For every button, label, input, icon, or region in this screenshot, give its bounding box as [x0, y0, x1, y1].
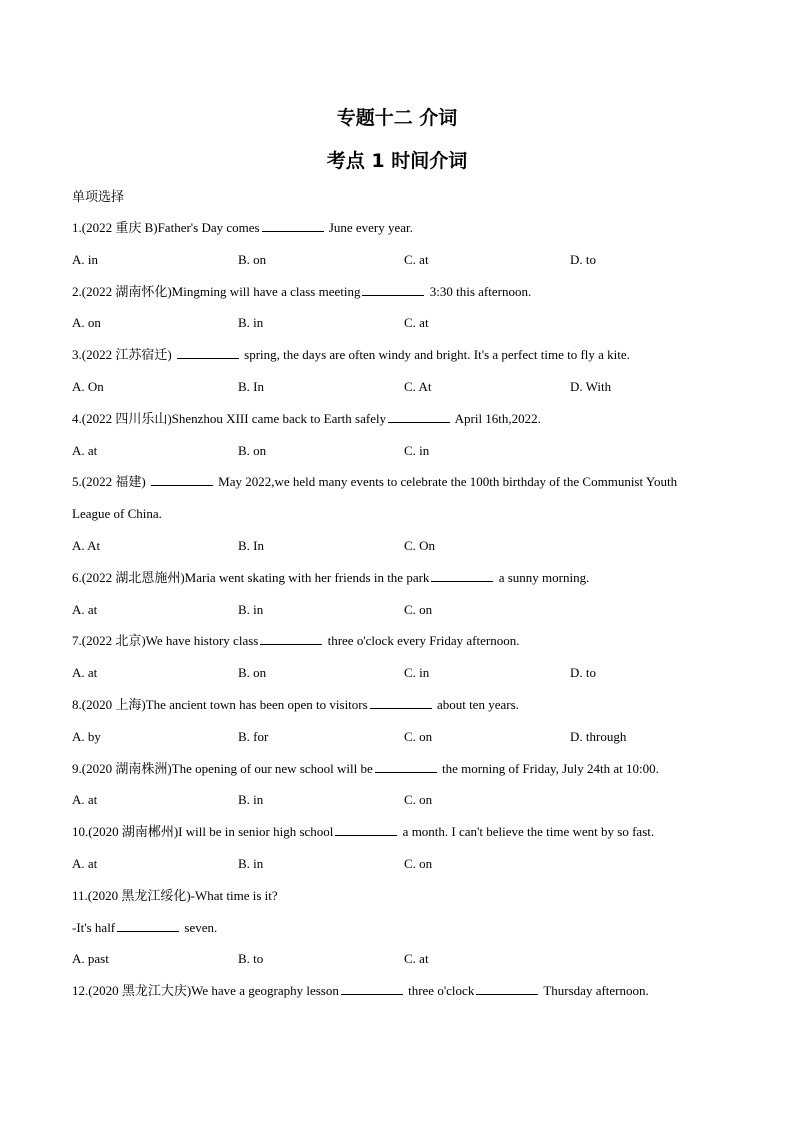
answer-option: B. on: [238, 665, 267, 681]
answer-option: A. at: [72, 792, 98, 808]
dialogue-text: seven.: [181, 919, 218, 935]
question-text: a month. I can't believe the time went by so fast.: [399, 824, 655, 840]
answer-option: A. past: [72, 951, 109, 967]
question-text: 3:30 this afternoon.: [426, 283, 532, 299]
question-text: three o'clock: [404, 983, 475, 999]
answer-option: A. by: [72, 728, 101, 744]
answer-blank: [177, 346, 239, 359]
option-row: [72, 657, 732, 689]
question-text: 3.(2022 江苏宿迁): [72, 347, 175, 363]
answer-option: C. on: [404, 792, 433, 808]
answer-option: C. On: [404, 537, 436, 553]
question-continuation: League of China.: [72, 506, 162, 522]
question-text: April 16th,2022.: [452, 410, 541, 426]
question-stem: [72, 880, 732, 912]
answer-option: C. At: [404, 378, 432, 394]
question-text: 11.(2020 黑龙江绥化)-What time is it?: [72, 887, 278, 903]
answer-option: C. on: [404, 601, 433, 617]
answer-option: A. At: [72, 537, 101, 553]
answer-option: A. at: [72, 601, 98, 617]
answer-option: B. on: [238, 442, 267, 458]
answer-blank: [476, 982, 538, 995]
answer-blank: [431, 569, 493, 582]
answer-blank: [151, 473, 213, 486]
question-text: about ten years.: [433, 696, 519, 712]
question-list: [72, 212, 732, 1007]
question-text: a sunny morning.: [495, 569, 590, 585]
question-stem: [72, 339, 732, 371]
option-row: [72, 594, 732, 626]
answer-blank: [335, 823, 397, 836]
answer-option: C. in: [404, 442, 430, 458]
answer-option: C. in: [404, 665, 430, 681]
answer-blank: [260, 632, 322, 645]
question-stem: [72, 625, 732, 657]
question-text: 2.(2022 湖南怀化)Mingming will have a class meeting: [72, 283, 361, 299]
option-row: [72, 435, 732, 467]
answer-option: A. at: [72, 665, 98, 681]
answer-option: B. in: [238, 601, 264, 617]
answer-blank: [262, 219, 324, 232]
page-title: 专题十二 介词: [336, 107, 458, 129]
dialogue-text: -It's half: [72, 919, 116, 935]
question-text: 4.(2022 四川乐山)Shenzhou XIII came back to Earth safely: [72, 410, 387, 426]
answer-option: A. at: [72, 855, 98, 871]
question-text: spring, the days are often windy and bright. It's a perfect time to fly a kite.: [240, 347, 630, 363]
answer-option: B. to: [238, 951, 264, 967]
answer-blank: [362, 283, 424, 296]
option-row: [72, 848, 732, 880]
answer-option: B. In: [238, 378, 264, 394]
question-stem: [72, 975, 732, 1007]
answer-option: C. at: [404, 951, 429, 967]
answer-option: A. on: [72, 315, 101, 331]
option-row: [72, 530, 732, 562]
question-stem: [72, 816, 732, 848]
answer-option: D. With: [570, 378, 612, 394]
question-dialogue: [72, 912, 732, 944]
question-text: 6.(2022 湖北恩施州)Maria went skating with her friends in the park: [72, 569, 430, 585]
question-text: 1.(2022 重庆 B)Father's Day comes: [72, 220, 260, 235]
answer-blank: [388, 410, 450, 423]
answer-option: B. in: [238, 792, 264, 808]
answer-blank: [117, 919, 179, 932]
question-text: June every year.: [325, 220, 413, 235]
question-text: 7.(2022 北京)We have history class: [72, 633, 259, 649]
question-stem: [72, 212, 732, 244]
question-text: 8.(2020 上海)The ancient town has been open to visitors: [72, 696, 368, 712]
answer-blank: [370, 696, 432, 709]
question-stem: [72, 562, 732, 594]
answer-option: B. in: [238, 855, 264, 871]
section-heading: 单项选择: [72, 190, 125, 205]
option-row: [72, 307, 732, 339]
answer-option: B. on: [238, 251, 267, 267]
answer-option: A. in: [72, 251, 98, 267]
page-subtitle: 考点 1 时间介词: [326, 150, 468, 172]
option-row: [72, 721, 732, 753]
question-text: 5.(2022 福建): [72, 474, 149, 490]
answer-option: A. On: [72, 378, 104, 394]
answer-option: C. at: [404, 251, 429, 267]
answer-option: C. on: [404, 728, 433, 744]
answer-option: D. through: [570, 728, 627, 744]
option-row: [72, 784, 732, 816]
answer-option: B. In: [238, 537, 264, 553]
answer-option: B. in: [238, 315, 264, 331]
answer-blank: [341, 982, 403, 995]
question-text: 12.(2020 黑龙江大庆)We have a geography lesson: [72, 983, 339, 999]
question-stem: [72, 403, 732, 435]
option-row: [72, 371, 732, 403]
question-stem: [72, 689, 732, 721]
option-row: [72, 943, 732, 975]
question-stem: [72, 753, 732, 785]
answer-option: A. at: [72, 442, 98, 458]
option-row: [72, 244, 732, 276]
answer-option: C. on: [404, 855, 433, 871]
question-text: three o'clock every Friday afternoon.: [324, 633, 520, 649]
question-text: Thursday afternoon.: [540, 983, 649, 999]
question-stem: [72, 466, 732, 498]
answer-blank: [375, 760, 437, 773]
question-text: the morning of Friday, July 24th at 10:00.: [438, 760, 659, 776]
question-text: 10.(2020 湖南郴州)I will be in senior high school: [72, 824, 334, 840]
question-text: 9.(2020 湖南株洲)The opening of our new school will be: [72, 760, 373, 776]
answer-option: D. to: [570, 251, 596, 267]
question-stem: [72, 276, 732, 308]
question-text: May 2022,we held many events to celebrate the 100th birthday of the Communist Youth: [214, 474, 678, 490]
answer-option: B. for: [238, 728, 269, 744]
answer-option: C. at: [404, 315, 429, 331]
answer-option: D. to: [570, 665, 596, 681]
